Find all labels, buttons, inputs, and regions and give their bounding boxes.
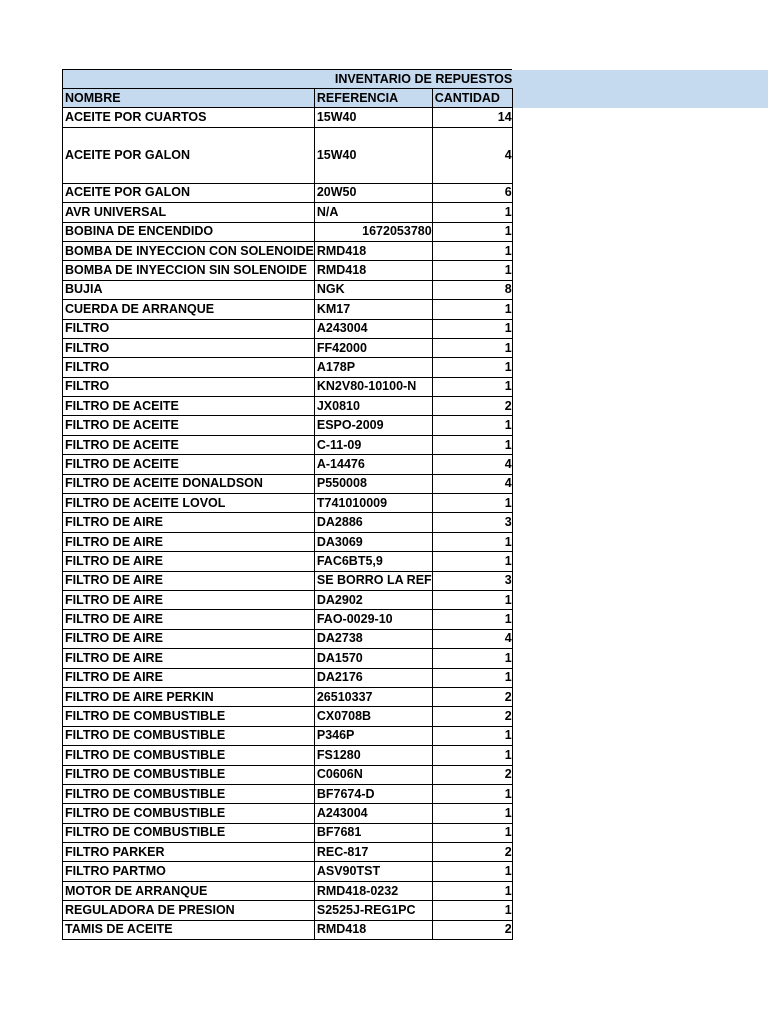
table-row bbox=[63, 241, 513, 260]
table-row bbox=[63, 804, 513, 823]
cell-nombre[interactable]: ACEITE POR CUARTOS bbox=[63, 108, 315, 127]
cell-cantidad[interactable]: 1 bbox=[432, 668, 512, 687]
cell-nombre[interactable]: FILTRO DE ACEITE bbox=[63, 455, 315, 474]
table-row bbox=[63, 397, 513, 416]
cell-nombre[interactable]: FILTRO DE AIRE bbox=[63, 532, 315, 551]
cell-nombre[interactable]: FILTRO bbox=[63, 319, 315, 338]
table-row bbox=[63, 843, 513, 862]
header-nombre[interactable]: NOMBRE bbox=[63, 89, 315, 108]
title-row-fill bbox=[505, 70, 768, 108]
cell-nombre[interactable]: FILTRO DE COMBUSTIBLE bbox=[63, 823, 315, 842]
sheet-title[interactable]: INVENTARIO DE REPUESTOS bbox=[63, 70, 513, 89]
cell-referencia[interactable]: ASV90TST bbox=[314, 862, 432, 881]
cell-nombre[interactable]: FILTRO DE COMBUSTIBLE bbox=[63, 804, 315, 823]
cell-nombre[interactable]: FILTRO DE ACEITE bbox=[63, 397, 315, 416]
cell-nombre[interactable]: CUERDA DE ARRANQUE bbox=[63, 300, 315, 319]
cell-cantidad[interactable]: 1 bbox=[432, 901, 512, 920]
cell-nombre[interactable]: BOBINA DE ENCENDIDO bbox=[63, 222, 315, 241]
cell-referencia[interactable]: KN2V80-10100-N bbox=[314, 377, 432, 396]
cell-referencia[interactable]: REC-817 bbox=[314, 843, 432, 862]
table-row bbox=[63, 222, 513, 241]
cell-nombre[interactable]: AVR UNIVERSAL bbox=[63, 203, 315, 222]
cell-referencia[interactable]: FAC6BT5,9 bbox=[314, 552, 432, 571]
table-row bbox=[63, 183, 513, 202]
table-row bbox=[63, 300, 513, 319]
cell-cantidad[interactable]: 8 bbox=[432, 280, 512, 299]
cell-nombre[interactable]: FILTRO DE AIRE bbox=[63, 552, 315, 571]
table-row bbox=[63, 280, 513, 299]
cell-referencia[interactable]: SE BORRO LA REF bbox=[314, 571, 432, 590]
cell-cantidad[interactable]: 1 bbox=[432, 319, 512, 338]
cell-nombre[interactable]: FILTRO bbox=[63, 338, 315, 357]
table-row bbox=[63, 920, 513, 939]
table-row bbox=[63, 881, 513, 900]
cell-referencia[interactable]: DA2886 bbox=[314, 513, 432, 532]
table-row bbox=[63, 108, 513, 127]
cell-nombre[interactable]: FILTRO DE COMBUSTIBLE bbox=[63, 746, 315, 765]
cell-cantidad[interactable]: 1 bbox=[432, 494, 512, 513]
cell-cantidad[interactable]: 1 bbox=[432, 261, 512, 280]
cell-nombre[interactable]: BOMBA DE INYECCION SIN SOLENOIDE bbox=[63, 261, 315, 280]
cell-cantidad[interactable]: 1 bbox=[432, 300, 512, 319]
table-row bbox=[63, 474, 513, 493]
cell-referencia[interactable]: S2525J-REG1PC bbox=[314, 901, 432, 920]
cell-referencia[interactable]: DA2176 bbox=[314, 668, 432, 687]
cell-cantidad[interactable]: 2 bbox=[432, 843, 512, 862]
cell-referencia[interactable]: DA2738 bbox=[314, 629, 432, 648]
cell-nombre[interactable]: FILTRO bbox=[63, 377, 315, 396]
cell-nombre[interactable]: FILTRO DE AIRE bbox=[63, 590, 315, 609]
cell-cantidad[interactable]: 2 bbox=[432, 397, 512, 416]
cell-cantidad[interactable]: 1 bbox=[432, 881, 512, 900]
cell-referencia[interactable]: DA1570 bbox=[314, 649, 432, 668]
cell-nombre[interactable]: FILTRO DE COMBUSTIBLE bbox=[63, 726, 315, 745]
cell-nombre[interactable]: BOMBA DE INYECCION CON SOLENOIDE bbox=[63, 241, 315, 260]
table-row bbox=[63, 687, 513, 706]
cell-cantidad[interactable]: 4 bbox=[432, 474, 512, 493]
cell-nombre[interactable]: MOTOR DE ARRANQUE bbox=[63, 881, 315, 900]
table-row bbox=[63, 203, 513, 222]
cell-referencia[interactable]: T741010009 bbox=[314, 494, 432, 513]
cell-nombre[interactable]: FILTRO bbox=[63, 358, 315, 377]
table-row bbox=[63, 862, 513, 881]
cell-cantidad[interactable]: 1 bbox=[432, 649, 512, 668]
cell-cantidad[interactable]: 2 bbox=[432, 920, 512, 939]
header-row bbox=[63, 89, 513, 108]
cell-referencia[interactable]: C0606N bbox=[314, 765, 432, 784]
cell-cantidad[interactable]: 1 bbox=[432, 610, 512, 629]
table-row bbox=[63, 629, 513, 648]
cell-referencia[interactable]: NGK bbox=[314, 280, 432, 299]
table-row bbox=[63, 532, 513, 551]
table-row bbox=[63, 707, 513, 726]
cell-cantidad[interactable]: 1 bbox=[432, 222, 512, 241]
table-row bbox=[63, 552, 513, 571]
cell-nombre[interactable]: FILTRO DE AIRE PERKIN bbox=[63, 687, 315, 706]
cell-nombre[interactable]: FILTRO DE AIRE bbox=[63, 513, 315, 532]
header-cantidad[interactable]: CANTIDAD bbox=[432, 89, 512, 108]
table-row bbox=[63, 358, 513, 377]
cell-cantidad[interactable]: 1 bbox=[432, 823, 512, 842]
cell-cantidad[interactable]: 1 bbox=[432, 804, 512, 823]
table-row bbox=[63, 513, 513, 532]
cell-cantidad[interactable]: 1 bbox=[432, 358, 512, 377]
table-row bbox=[63, 590, 513, 609]
cell-cantidad[interactable]: 1 bbox=[432, 338, 512, 357]
cell-nombre[interactable]: FILTRO DE COMBUSTIBLE bbox=[63, 784, 315, 803]
cell-cantidad[interactable]: 1 bbox=[432, 203, 512, 222]
cell-nombre[interactable]: FILTRO DE ACEITE bbox=[63, 416, 315, 435]
cell-nombre[interactable]: FILTRO PARKER bbox=[63, 843, 315, 862]
cell-nombre[interactable]: FILTRO DE COMBUSTIBLE bbox=[63, 765, 315, 784]
cell-cantidad[interactable]: 1 bbox=[432, 726, 512, 745]
table-row bbox=[63, 765, 513, 784]
table-row bbox=[63, 261, 513, 280]
cell-referencia[interactable]: JX0810 bbox=[314, 397, 432, 416]
table-row bbox=[63, 610, 513, 629]
cell-referencia[interactable]: 26510337 bbox=[314, 687, 432, 706]
cell-referencia[interactable]: A-14476 bbox=[314, 455, 432, 474]
cell-nombre[interactable]: FILTRO DE ACEITE bbox=[63, 435, 315, 454]
table-row bbox=[63, 319, 513, 338]
cell-cantidad[interactable]: 1 bbox=[432, 590, 512, 609]
cell-referencia[interactable]: A243004 bbox=[314, 319, 432, 338]
table-row bbox=[63, 377, 513, 396]
cell-cantidad[interactable]: 1 bbox=[432, 532, 512, 551]
cell-cantidad[interactable]: 2 bbox=[432, 687, 512, 706]
cell-referencia[interactable]: A243004 bbox=[314, 804, 432, 823]
cell-referencia[interactable]: DA3069 bbox=[314, 532, 432, 551]
cell-referencia[interactable]: 1672053780 bbox=[314, 222, 432, 241]
table-row bbox=[63, 649, 513, 668]
header-referencia[interactable]: REFERENCIA bbox=[314, 89, 432, 108]
cell-referencia[interactable]: CX0708B bbox=[314, 707, 432, 726]
cell-cantidad[interactable]: 1 bbox=[432, 746, 512, 765]
cell-cantidad[interactable]: 1 bbox=[432, 241, 512, 260]
cell-nombre[interactable]: ACEITE POR GALON bbox=[63, 127, 315, 183]
cell-nombre[interactable]: FILTRO DE AIRE bbox=[63, 668, 315, 687]
cell-cantidad[interactable]: 4 bbox=[432, 629, 512, 648]
table-row bbox=[63, 571, 513, 590]
table-row bbox=[63, 338, 513, 357]
table-row bbox=[63, 416, 513, 435]
cell-referencia[interactable]: 15W40 bbox=[314, 108, 432, 127]
cell-cantidad[interactable]: 1 bbox=[432, 862, 512, 881]
cell-referencia[interactable]: P550008 bbox=[314, 474, 432, 493]
cell-nombre[interactable]: FILTRO DE ACEITE LOVOL bbox=[63, 494, 315, 513]
cell-referencia[interactable]: RMD418-0232 bbox=[314, 881, 432, 900]
cell-nombre[interactable]: FILTRO DE AIRE bbox=[63, 629, 315, 648]
cell-nombre[interactable]: FILTRO DE COMBUSTIBLE bbox=[63, 707, 315, 726]
title-row bbox=[63, 70, 513, 89]
cell-referencia[interactable]: N/A bbox=[314, 203, 432, 222]
cell-referencia[interactable]: FF42000 bbox=[314, 338, 432, 357]
cell-referencia[interactable]: BF7674-D bbox=[314, 784, 432, 803]
cell-referencia[interactable]: 20W50 bbox=[314, 183, 432, 202]
cell-cantidad[interactable]: 1 bbox=[432, 377, 512, 396]
table-row bbox=[63, 784, 513, 803]
cell-nombre[interactable]: TAMIS DE ACEITE bbox=[63, 920, 315, 939]
cell-nombre[interactable]: FILTRO DE AIRE bbox=[63, 571, 315, 590]
cell-referencia[interactable]: RMD418 bbox=[314, 241, 432, 260]
cell-cantidad[interactable]: 4 bbox=[432, 127, 512, 183]
cell-referencia[interactable]: DA2902 bbox=[314, 590, 432, 609]
cell-referencia[interactable]: FAO-0029-10 bbox=[314, 610, 432, 629]
cell-cantidad[interactable]: 2 bbox=[432, 707, 512, 726]
table-row bbox=[63, 127, 513, 183]
cell-referencia[interactable]: KM17 bbox=[314, 300, 432, 319]
table-row bbox=[63, 455, 513, 474]
table-row bbox=[63, 435, 513, 454]
table-row bbox=[63, 823, 513, 842]
cell-cantidad[interactable]: 6 bbox=[432, 183, 512, 202]
table-row bbox=[63, 726, 513, 745]
cell-referencia[interactable]: RMD418 bbox=[314, 920, 432, 939]
cell-cantidad[interactable]: 14 bbox=[432, 108, 512, 127]
cell-referencia[interactable]: 15W40 bbox=[314, 127, 432, 183]
cell-nombre[interactable]: FILTRO DE ACEITE DONALDSON bbox=[63, 474, 315, 493]
cell-cantidad[interactable]: 4 bbox=[432, 455, 512, 474]
cell-referencia[interactable]: ESPO-2009 bbox=[314, 416, 432, 435]
cell-nombre[interactable]: FILTRO DE AIRE bbox=[63, 610, 315, 629]
cell-cantidad[interactable]: 3 bbox=[432, 513, 512, 532]
cell-cantidad[interactable]: 1 bbox=[432, 552, 512, 571]
table-row bbox=[63, 901, 513, 920]
cell-nombre[interactable]: FILTRO DE AIRE bbox=[63, 649, 315, 668]
cell-nombre[interactable]: FILTRO PARTMO bbox=[63, 862, 315, 881]
cell-referencia[interactable]: A178P bbox=[314, 358, 432, 377]
cell-nombre[interactable]: BUJIA bbox=[63, 280, 315, 299]
cell-referencia[interactable]: P346P bbox=[314, 726, 432, 745]
table-row bbox=[63, 746, 513, 765]
cell-nombre[interactable]: ACEITE POR GALON bbox=[63, 183, 315, 202]
cell-cantidad[interactable]: 1 bbox=[432, 416, 512, 435]
cell-cantidad[interactable]: 2 bbox=[432, 765, 512, 784]
table-row bbox=[63, 668, 513, 687]
cell-cantidad[interactable]: 3 bbox=[432, 571, 512, 590]
cell-referencia[interactable]: FS1280 bbox=[314, 746, 432, 765]
cell-cantidad[interactable]: 1 bbox=[432, 784, 512, 803]
cell-cantidad[interactable]: 1 bbox=[432, 435, 512, 454]
table-row bbox=[63, 494, 513, 513]
cell-nombre[interactable]: REGULADORA DE PRESION bbox=[63, 901, 315, 920]
inventory-table bbox=[62, 69, 513, 940]
cell-referencia[interactable]: C-11-09 bbox=[314, 435, 432, 454]
cell-referencia[interactable]: RMD418 bbox=[314, 261, 432, 280]
cell-referencia[interactable]: BF7681 bbox=[314, 823, 432, 842]
